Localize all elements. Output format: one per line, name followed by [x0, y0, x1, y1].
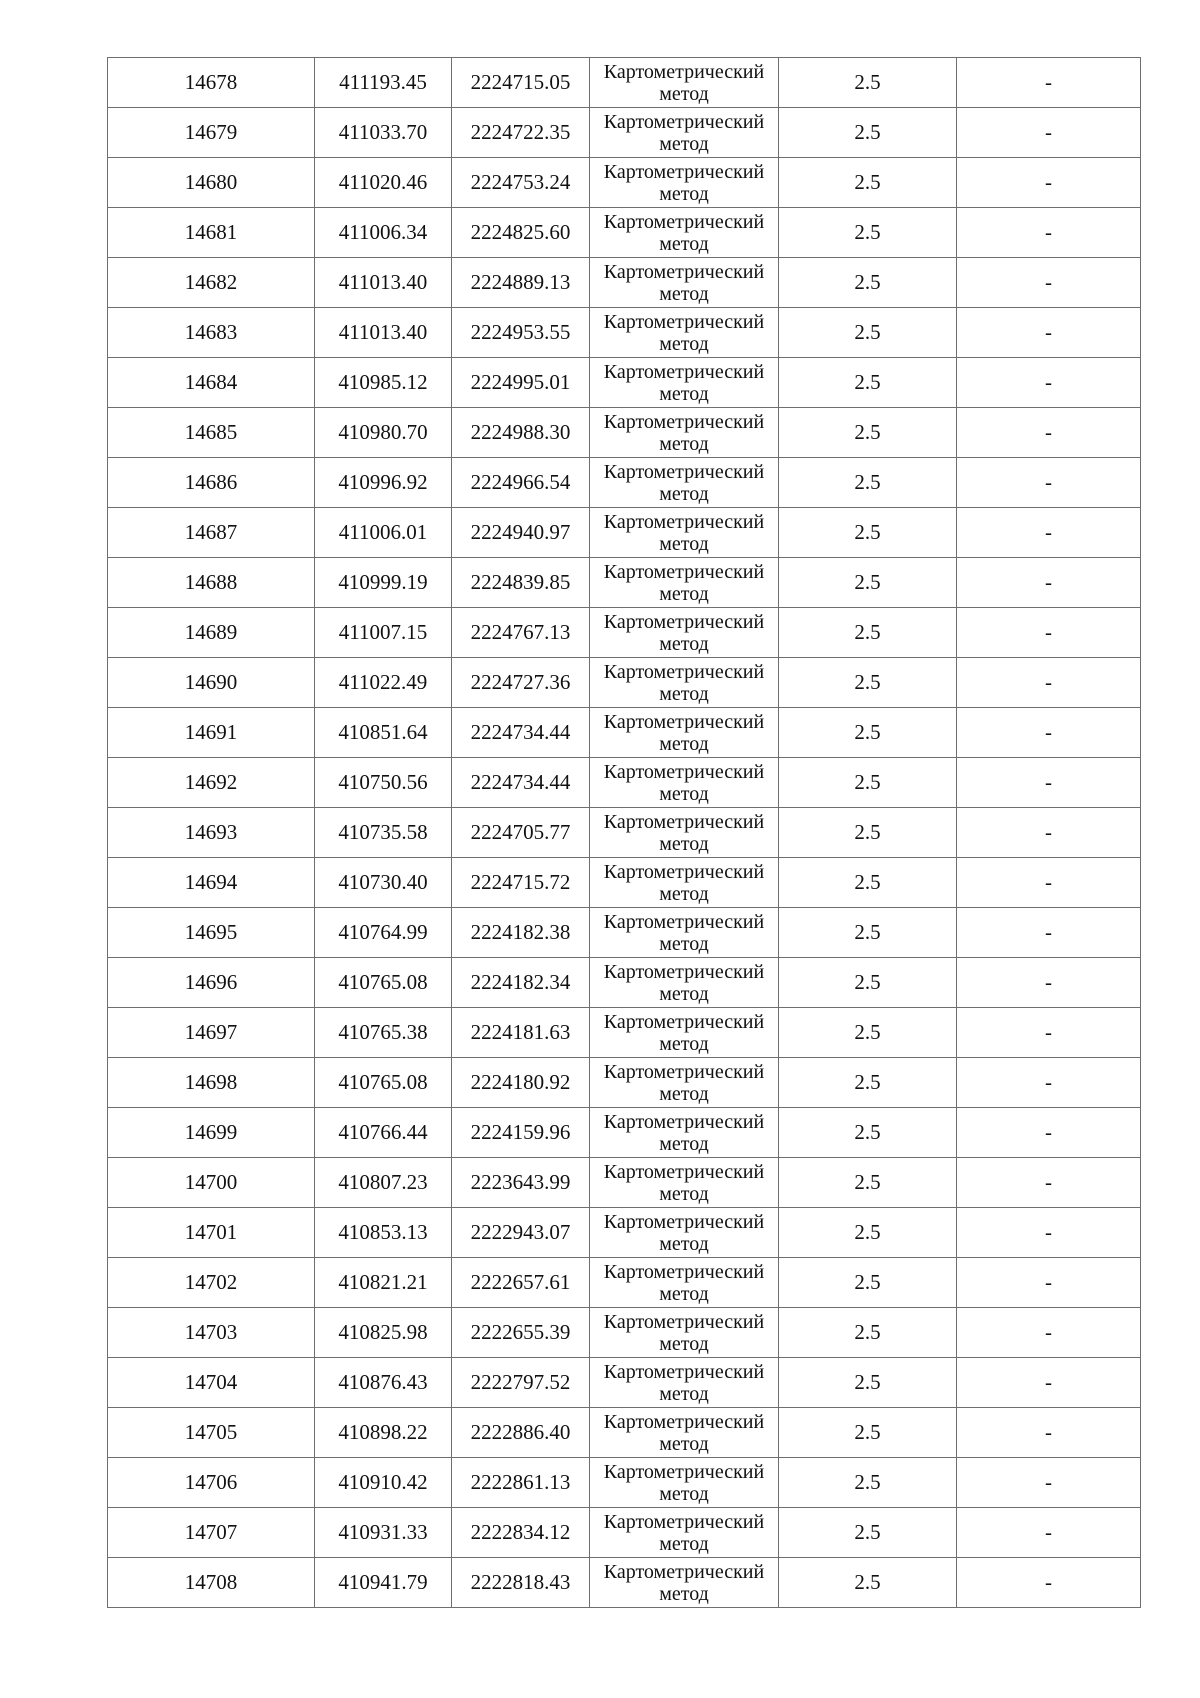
method-line-2: метод [659, 932, 709, 955]
y-coordinate-cell: 2222657.61 [452, 1258, 590, 1308]
y-coordinate-cell: 2224180.92 [452, 1058, 590, 1108]
y-coordinate-cell: 2224889.13 [452, 258, 590, 308]
note-cell: - [957, 1258, 1141, 1308]
note-cell: - [957, 358, 1141, 408]
method-line-1: Картометрический [603, 1210, 765, 1233]
point-number-cell: 14693 [108, 808, 315, 858]
x-coordinate-cell: 411006.34 [315, 208, 452, 258]
point-number-cell: 14678 [108, 58, 315, 108]
point-number-cell: 14692 [108, 758, 315, 808]
method-cell [590, 508, 779, 558]
note-cell: - [957, 108, 1141, 158]
point-number-cell: 14702 [108, 1258, 315, 1308]
method-line-2: метод [659, 1082, 709, 1105]
method-line-1: Картометрический [603, 860, 765, 883]
y-coordinate-cell: 2224715.72 [452, 858, 590, 908]
accuracy-cell: 2.5 [779, 1208, 957, 1258]
method-cell [590, 208, 779, 258]
point-number-cell: 14705 [108, 1408, 315, 1458]
method-line-2: метод [659, 1182, 709, 1205]
note-cell: - [957, 908, 1141, 958]
method-line-1: Картометрический [603, 410, 765, 433]
y-coordinate-cell: 2224734.44 [452, 758, 590, 808]
method-cell [590, 1258, 779, 1308]
point-number-cell: 14698 [108, 1058, 315, 1108]
method-line-1: Картометрический [603, 460, 765, 483]
accuracy-cell: 2.5 [779, 1158, 957, 1208]
method-cell [590, 1008, 779, 1058]
method-line-1: Картометрический [603, 210, 765, 233]
method-line-2: метод [659, 1532, 709, 1555]
point-number-cell: 14707 [108, 1508, 315, 1558]
point-number-cell: 14703 [108, 1308, 315, 1358]
accuracy-cell: 2.5 [779, 858, 957, 908]
table-row [108, 1358, 1141, 1408]
table-row [108, 558, 1141, 608]
x-coordinate-cell: 410985.12 [315, 358, 452, 408]
method-line-2: метод [659, 482, 709, 505]
table-row [108, 1058, 1141, 1108]
accuracy-cell: 2.5 [779, 958, 957, 1008]
accuracy-cell: 2.5 [779, 558, 957, 608]
accuracy-cell: 2.5 [779, 408, 957, 458]
point-number-cell: 14697 [108, 1008, 315, 1058]
table-row [108, 958, 1141, 1008]
accuracy-cell: 2.5 [779, 758, 957, 808]
method-cell [590, 1158, 779, 1208]
point-number-cell: 14694 [108, 858, 315, 908]
x-coordinate-cell: 410941.79 [315, 1558, 452, 1608]
method-line-2: метод [659, 682, 709, 705]
method-line-2: метод [659, 1032, 709, 1055]
method-line-2: метод [659, 332, 709, 355]
method-cell [590, 858, 779, 908]
x-coordinate-cell: 411013.40 [315, 308, 452, 358]
method-line-1: Картометрический [603, 160, 765, 183]
method-line-1: Картометрический [603, 260, 765, 283]
method-line-1: Картометрический [603, 1310, 765, 1333]
method-cell [590, 1208, 779, 1258]
y-coordinate-cell: 2224940.97 [452, 508, 590, 558]
y-coordinate-cell: 2222818.43 [452, 1558, 590, 1608]
method-line-2: метод [659, 1232, 709, 1255]
method-line-2: метод [659, 732, 709, 755]
point-number-cell: 14706 [108, 1458, 315, 1508]
table-row [108, 758, 1141, 808]
method-line-1: Картометрический [603, 1460, 765, 1483]
x-coordinate-cell: 410765.08 [315, 958, 452, 1008]
y-coordinate-cell: 2222834.12 [452, 1508, 590, 1558]
table-row [108, 508, 1141, 558]
table-row [108, 658, 1141, 708]
x-coordinate-cell: 410996.92 [315, 458, 452, 508]
y-coordinate-cell: 2224715.05 [452, 58, 590, 108]
method-cell [590, 308, 779, 358]
x-coordinate-cell: 410825.98 [315, 1308, 452, 1358]
x-coordinate-cell: 410764.99 [315, 908, 452, 958]
note-cell: - [957, 1408, 1141, 1458]
point-number-cell: 14679 [108, 108, 315, 158]
method-cell [590, 1458, 779, 1508]
table-row [108, 708, 1141, 758]
accuracy-cell: 2.5 [779, 108, 957, 158]
point-number-cell: 14696 [108, 958, 315, 1008]
y-coordinate-cell: 2224995.01 [452, 358, 590, 408]
method-line-1: Картометрический [603, 1160, 765, 1183]
method-line-2: метод [659, 1132, 709, 1155]
method-line-1: Картометрический [603, 360, 765, 383]
x-coordinate-cell: 410735.58 [315, 808, 452, 858]
x-coordinate-cell: 410821.21 [315, 1258, 452, 1308]
x-coordinate-cell: 410910.42 [315, 1458, 452, 1508]
point-number-cell: 14700 [108, 1158, 315, 1208]
note-cell: - [957, 1508, 1141, 1558]
table-row [108, 108, 1141, 158]
method-line-1: Картометрический [603, 960, 765, 983]
y-coordinate-cell: 2224727.36 [452, 658, 590, 708]
note-cell: - [957, 1208, 1141, 1258]
y-coordinate-cell: 2224705.77 [452, 808, 590, 858]
method-cell [590, 1108, 779, 1158]
method-line-2: метод [659, 382, 709, 405]
table-row [108, 58, 1141, 108]
method-cell [590, 958, 779, 1008]
coordinates-table [107, 57, 1141, 1608]
x-coordinate-cell: 411193.45 [315, 58, 452, 108]
table-row [108, 1558, 1141, 1608]
table-row [108, 1308, 1141, 1358]
table-row [108, 408, 1141, 458]
note-cell: - [957, 708, 1141, 758]
method-line-2: метод [659, 1432, 709, 1455]
x-coordinate-cell: 410980.70 [315, 408, 452, 458]
x-coordinate-cell: 410931.33 [315, 1508, 452, 1558]
y-coordinate-cell: 2224182.34 [452, 958, 590, 1008]
table-row [108, 1408, 1141, 1458]
note-cell: - [957, 808, 1141, 858]
accuracy-cell: 2.5 [779, 1008, 957, 1058]
table-row [108, 1508, 1141, 1558]
method-line-1: Картометрический [603, 1510, 765, 1533]
method-line-1: Картометрический [603, 110, 765, 133]
method-line-2: метод [659, 832, 709, 855]
table-row [108, 358, 1141, 408]
y-coordinate-cell: 2222886.40 [452, 1408, 590, 1458]
note-cell: - [957, 858, 1141, 908]
x-coordinate-cell: 411022.49 [315, 658, 452, 708]
method-cell [590, 358, 779, 408]
x-coordinate-cell: 410765.38 [315, 1008, 452, 1058]
method-line-2: метод [659, 1382, 709, 1405]
method-line-2: метод [659, 1482, 709, 1505]
method-cell [590, 808, 779, 858]
table-row [108, 458, 1141, 508]
accuracy-cell: 2.5 [779, 708, 957, 758]
point-number-cell: 14685 [108, 408, 315, 458]
x-coordinate-cell: 411007.15 [315, 608, 452, 658]
method-cell [590, 58, 779, 108]
note-cell: - [957, 1108, 1141, 1158]
note-cell: - [957, 1158, 1141, 1208]
method-line-2: метод [659, 282, 709, 305]
note-cell: - [957, 58, 1141, 108]
accuracy-cell: 2.5 [779, 458, 957, 508]
point-number-cell: 14689 [108, 608, 315, 658]
table-row [108, 1258, 1141, 1308]
x-coordinate-cell: 411033.70 [315, 108, 452, 158]
accuracy-cell: 2.5 [779, 158, 957, 208]
note-cell: - [957, 1058, 1141, 1108]
point-number-cell: 14687 [108, 508, 315, 558]
accuracy-cell: 2.5 [779, 1258, 957, 1308]
method-cell [590, 558, 779, 608]
note-cell: - [957, 1308, 1141, 1358]
note-cell: - [957, 508, 1141, 558]
note-cell: - [957, 408, 1141, 458]
note-cell: - [957, 758, 1141, 808]
accuracy-cell: 2.5 [779, 1558, 957, 1608]
y-coordinate-cell: 2224181.63 [452, 1008, 590, 1058]
method-line-1: Картометрический [603, 1260, 765, 1283]
table-row [108, 1008, 1141, 1058]
point-number-cell: 14690 [108, 658, 315, 708]
method-line-1: Картометрический [603, 1110, 765, 1133]
y-coordinate-cell: 2224753.24 [452, 158, 590, 208]
method-line-1: Картометрический [603, 760, 765, 783]
accuracy-cell: 2.5 [779, 358, 957, 408]
point-number-cell: 14686 [108, 458, 315, 508]
table-row [108, 208, 1141, 258]
table-row [108, 308, 1141, 358]
point-number-cell: 14681 [108, 208, 315, 258]
method-cell [590, 908, 779, 958]
y-coordinate-cell: 2224182.38 [452, 908, 590, 958]
accuracy-cell: 2.5 [779, 658, 957, 708]
point-number-cell: 14704 [108, 1358, 315, 1408]
method-line-2: метод [659, 132, 709, 155]
y-coordinate-cell: 2224953.55 [452, 308, 590, 358]
accuracy-cell: 2.5 [779, 258, 957, 308]
note-cell: - [957, 1008, 1141, 1058]
method-line-1: Картометрический [603, 660, 765, 683]
method-line-2: метод [659, 632, 709, 655]
table-row [108, 258, 1141, 308]
y-coordinate-cell: 2224825.60 [452, 208, 590, 258]
method-cell [590, 158, 779, 208]
method-line-2: метод [659, 1282, 709, 1305]
method-line-2: метод [659, 532, 709, 555]
point-number-cell: 14699 [108, 1108, 315, 1158]
point-number-cell: 14683 [108, 308, 315, 358]
y-coordinate-cell: 2224839.85 [452, 558, 590, 608]
point-number-cell: 14682 [108, 258, 315, 308]
method-cell [590, 1358, 779, 1408]
table-row [108, 1208, 1141, 1258]
method-line-2: метод [659, 232, 709, 255]
y-coordinate-cell: 2223643.99 [452, 1158, 590, 1208]
accuracy-cell: 2.5 [779, 1508, 957, 1558]
x-coordinate-cell: 410765.08 [315, 1058, 452, 1108]
note-cell: - [957, 558, 1141, 608]
method-line-1: Картометрический [603, 910, 765, 933]
method-line-2: метод [659, 982, 709, 1005]
accuracy-cell: 2.5 [779, 208, 957, 258]
method-line-1: Картометрический [603, 560, 765, 583]
method-cell [590, 708, 779, 758]
method-line-1: Картометрический [603, 310, 765, 333]
note-cell: - [957, 258, 1141, 308]
method-line-1: Картометрический [603, 1010, 765, 1033]
x-coordinate-cell: 410898.22 [315, 1408, 452, 1458]
method-cell [590, 458, 779, 508]
note-cell: - [957, 658, 1141, 708]
y-coordinate-cell: 2222943.07 [452, 1208, 590, 1258]
method-line-1: Картометрический [603, 1410, 765, 1433]
table-row [108, 608, 1141, 658]
y-coordinate-cell: 2224159.96 [452, 1108, 590, 1158]
table-row [108, 858, 1141, 908]
note-cell: - [957, 1458, 1141, 1508]
method-line-2: метод [659, 782, 709, 805]
table-row [108, 1158, 1141, 1208]
y-coordinate-cell: 2222797.52 [452, 1358, 590, 1408]
point-number-cell: 14691 [108, 708, 315, 758]
accuracy-cell: 2.5 [779, 508, 957, 558]
accuracy-cell: 2.5 [779, 1108, 957, 1158]
method-line-2: метод [659, 182, 709, 205]
method-line-1: Картометрический [603, 1360, 765, 1383]
method-cell [590, 1308, 779, 1358]
x-coordinate-cell: 410876.43 [315, 1358, 452, 1408]
method-line-2: метод [659, 1582, 709, 1605]
coordinates-table-body [108, 58, 1141, 1608]
method-line-1: Картометрический [603, 710, 765, 733]
table-row [108, 1458, 1141, 1508]
note-cell: - [957, 958, 1141, 1008]
x-coordinate-cell: 411020.46 [315, 158, 452, 208]
x-coordinate-cell: 410766.44 [315, 1108, 452, 1158]
method-cell [590, 608, 779, 658]
accuracy-cell: 2.5 [779, 1358, 957, 1408]
y-coordinate-cell: 2224988.30 [452, 408, 590, 458]
accuracy-cell: 2.5 [779, 608, 957, 658]
point-number-cell: 14680 [108, 158, 315, 208]
note-cell: - [957, 1558, 1141, 1608]
method-line-2: метод [659, 82, 709, 105]
y-coordinate-cell: 2224966.54 [452, 458, 590, 508]
x-coordinate-cell: 411006.01 [315, 508, 452, 558]
method-cell [590, 408, 779, 458]
method-cell [590, 1408, 779, 1458]
y-coordinate-cell: 2222861.13 [452, 1458, 590, 1508]
method-line-1: Картометрический [603, 1560, 765, 1583]
method-line-2: метод [659, 1332, 709, 1355]
x-coordinate-cell: 410999.19 [315, 558, 452, 608]
method-cell [590, 758, 779, 808]
method-line-1: Картометрический [603, 1060, 765, 1083]
accuracy-cell: 2.5 [779, 1458, 957, 1508]
method-line-2: метод [659, 882, 709, 905]
method-line-1: Картометрический [603, 610, 765, 633]
x-coordinate-cell: 410851.64 [315, 708, 452, 758]
table-row [108, 908, 1141, 958]
method-cell [590, 1558, 779, 1608]
accuracy-cell: 2.5 [779, 1408, 957, 1458]
method-line-1: Картометрический [603, 60, 765, 83]
accuracy-cell: 2.5 [779, 1058, 957, 1108]
point-number-cell: 14708 [108, 1558, 315, 1608]
method-line-1: Картометрический [603, 810, 765, 833]
accuracy-cell: 2.5 [779, 308, 957, 358]
y-coordinate-cell: 2224734.44 [452, 708, 590, 758]
note-cell: - [957, 308, 1141, 358]
x-coordinate-cell: 410750.56 [315, 758, 452, 808]
table-row [108, 1108, 1141, 1158]
note-cell: - [957, 608, 1141, 658]
point-number-cell: 14701 [108, 1208, 315, 1258]
y-coordinate-cell: 2222655.39 [452, 1308, 590, 1358]
accuracy-cell: 2.5 [779, 58, 957, 108]
x-coordinate-cell: 411013.40 [315, 258, 452, 308]
note-cell: - [957, 208, 1141, 258]
method-line-1: Картометрический [603, 510, 765, 533]
y-coordinate-cell: 2224722.35 [452, 108, 590, 158]
method-cell [590, 1058, 779, 1108]
accuracy-cell: 2.5 [779, 1308, 957, 1358]
y-coordinate-cell: 2224767.13 [452, 608, 590, 658]
x-coordinate-cell: 410730.40 [315, 858, 452, 908]
point-number-cell: 14695 [108, 908, 315, 958]
note-cell: - [957, 158, 1141, 208]
table-row [108, 158, 1141, 208]
method-cell [590, 108, 779, 158]
note-cell: - [957, 458, 1141, 508]
note-cell: - [957, 1358, 1141, 1408]
method-cell [590, 1508, 779, 1558]
x-coordinate-cell: 410807.23 [315, 1158, 452, 1208]
point-number-cell: 14688 [108, 558, 315, 608]
accuracy-cell: 2.5 [779, 908, 957, 958]
x-coordinate-cell: 410853.13 [315, 1208, 452, 1258]
method-cell [590, 258, 779, 308]
table-row [108, 808, 1141, 858]
method-cell [590, 658, 779, 708]
point-number-cell: 14684 [108, 358, 315, 408]
method-line-2: метод [659, 432, 709, 455]
accuracy-cell: 2.5 [779, 808, 957, 858]
method-line-2: метод [659, 582, 709, 605]
